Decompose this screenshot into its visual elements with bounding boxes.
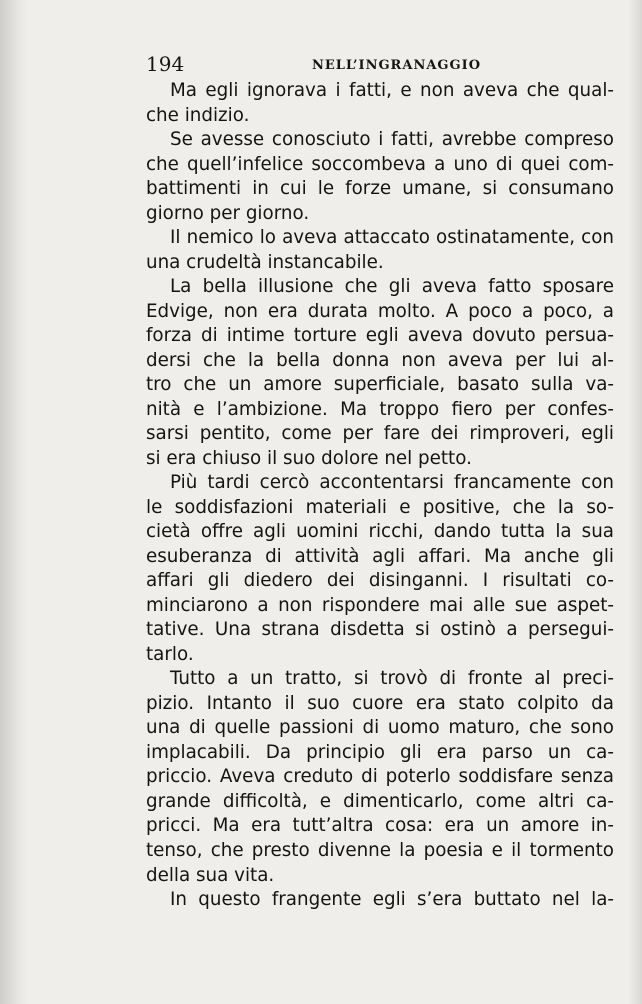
text-line: In questo frangente egli s’era buttato nel la- [170, 889, 614, 911]
running-head: NELL’INGRANAGGIO [312, 58, 482, 73]
text-line: giorno per giorno. [146, 202, 310, 224]
text-line: Ma egli ignorava i fatti, e non aveva che qual- [170, 80, 614, 101]
text-line: tro che un amore superficiale, basato sulla va- [146, 374, 614, 396]
text-line: nità e l’ambizione. Ma troppo fiero per confes- [146, 398, 614, 420]
page-number: 194 [146, 52, 185, 76]
text-line: Edvige, non era durata molto. A poco a poco, a [146, 300, 614, 322]
text-line: Tutto a un tratto, si trovò di fronte al preci- [170, 668, 614, 690]
page-header [146, 52, 612, 78]
text-line: che quell’infelice soccombeva a uno di quei com- [146, 153, 614, 175]
text-line: una crudeltà instancabile. [146, 251, 384, 273]
text-line: tenso, che presto divenne la poesia e il tormento [146, 839, 614, 861]
text-line: affari gli diedero dei disinganni. I risultati co- [146, 570, 614, 592]
text-line: forza di intime torture egli aveva dovuto persua- [146, 325, 614, 347]
text-line: tative. Una strana disdetta si ostinò a persegui- [146, 619, 614, 641]
body-text [146, 79, 614, 913]
text-line: esuberanza di attività agli affari. Ma anche gli [146, 545, 614, 567]
text-line: cietà offre agli uomini ricchi, dando tutta la sua [146, 521, 614, 543]
text-line: battimenti in cui le forze umane, si consumano [146, 178, 614, 200]
text-line: dersi che la bella donna non aveva per lui al- [146, 349, 614, 371]
text-line: implacabili. Da principio gli era parso un ca- [146, 741, 614, 763]
text-line: si era chiuso il suo dolore nel petto. [146, 447, 472, 469]
text-line: della sua vita. [146, 864, 275, 886]
text-line: pricci. Ma era tutt’altra cosa: era un amore in- [146, 815, 614, 837]
text-line: pizio. Intanto il suo cuore era stato colpito da [146, 692, 614, 714]
text-line: priccio. Aveva creduto di poterlo soddisfare senza [146, 766, 614, 788]
text-line: tarlo. [146, 643, 194, 665]
text-line: Se avesse conosciuto i fatti, avrebbe compreso [170, 129, 614, 151]
text-line: Il nemico lo aveva attaccato ostinatamente, con [170, 227, 614, 249]
text-line: una di quelle passioni di uomo maturo, che sono [146, 717, 614, 739]
text-line: minciarono a non rispondere mai alle sue aspet- [146, 594, 614, 616]
text-line: grande difficoltà, e dimenticarlo, come altri ca- [146, 790, 614, 812]
text-line: le soddisfazioni materiali e positive, che la so- [146, 496, 614, 518]
text-line: sarsi pentito, come per fare dei rimproveri, egli [146, 423, 614, 445]
text-line: Più tardi cercò accontentarsi francamente con [170, 472, 614, 494]
text-line: che indizio. [146, 104, 250, 126]
text-line: La bella illusione che gli aveva fatto sposare [170, 276, 614, 298]
